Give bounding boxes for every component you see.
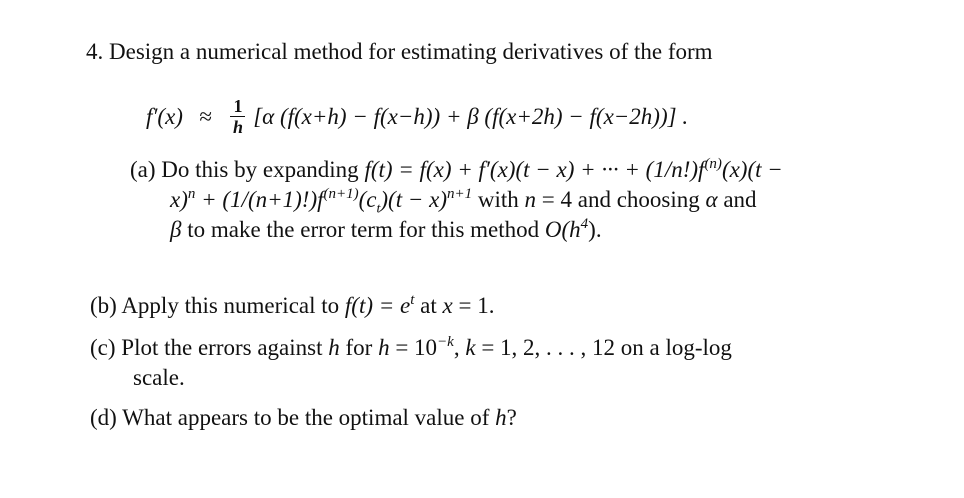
part-a-text-2a: with [477, 187, 519, 212]
part-a-sup-2a: n [187, 186, 196, 202]
part-a-math-1a: f(t) = f(x) + f′(x)(t − x) + ··· + (1/n!)f [364, 157, 705, 182]
part-b-label: (b) [90, 293, 117, 318]
part-c-text-4: , [453, 335, 460, 360]
part-d-math: h [495, 405, 507, 430]
problem-statement-line [86, 38, 713, 66]
part-a-label: (a) [130, 157, 156, 182]
part-c-text: Plot the errors against [121, 335, 323, 360]
part-b-text: Apply this numerical to [121, 293, 340, 318]
part-a-alpha: α [705, 187, 718, 212]
part-a-math-2b: + (1/(n+1)!)f [195, 187, 324, 212]
part-a-sub-2: t [376, 201, 381, 217]
formula-line [146, 98, 688, 139]
part-c-math-k: k [465, 335, 476, 360]
part-c-text-3: = 10 [395, 335, 438, 360]
problem-number: 4. [86, 39, 104, 64]
part-b-sup: t [410, 292, 415, 308]
part-b-line [90, 292, 494, 320]
part-b-math-2: x [442, 293, 453, 318]
part-a-math-2a: x) [170, 187, 188, 212]
part-a-sup-2c: n+1 [447, 186, 473, 202]
part-a-text-2c: and [723, 187, 757, 212]
part-a-text-3: to make the error term for this method [187, 217, 540, 242]
part-c-line-1 [90, 334, 732, 362]
part-c-text-line2: scale. [133, 365, 185, 390]
fraction-numerator: 1 [230, 96, 245, 117]
part-a-math-3: O(h [544, 217, 581, 242]
part-a-text-1: Do this by expanding [161, 157, 359, 182]
part-b-text-3: = 1. [458, 293, 495, 318]
part-b-math: f(t) = e [344, 293, 411, 318]
part-a-math-2d: )(t − x) [380, 187, 447, 212]
part-b-text-2: at [420, 293, 437, 318]
part-a-sup-2b: (n+1) [323, 186, 359, 202]
part-a-line-3 [170, 216, 602, 244]
fraction-denominator: h [232, 117, 243, 137]
problem-statement: Design a numerical method for estimating derivatives of the form [109, 39, 713, 64]
part-a-math-2e: n [524, 187, 537, 212]
part-a-text-2b: = 4 and choosing [541, 187, 700, 212]
formula-lhs: f′(x) [146, 103, 183, 129]
part-a-sup-3: 4 [580, 216, 589, 232]
part-a-line-1 [130, 156, 783, 184]
part-a-sup-1: (n) [704, 156, 722, 172]
formula-approx: ≈ [199, 103, 213, 129]
part-a-end-3: ). [588, 217, 602, 242]
part-c-label: (c) [90, 335, 116, 360]
part-a-math-2c: (c [358, 187, 377, 212]
part-c-text-5: = 1, 2, . . . , 12 on a log-log [481, 335, 732, 360]
part-a-math-1b: (x)(t − [721, 157, 783, 182]
formula-fraction [230, 96, 245, 137]
part-a-beta: β [170, 217, 182, 242]
part-c-sup: −k [437, 334, 454, 350]
formula-rhs: [α (f(x+h) − f(x−h)) + β (f(x+2h) − f(x−2h))] . [253, 103, 689, 129]
part-c-math-h: h [328, 335, 340, 360]
part-d-label: (d) [90, 405, 117, 430]
part-c-text-2: for [345, 335, 373, 360]
part-d-end: ? [506, 405, 517, 430]
part-d-line [90, 404, 517, 432]
part-c-line-2 [133, 364, 185, 392]
part-c-math-h2: h [378, 335, 390, 360]
part-d-text: What appears to be the optimal value of [122, 405, 490, 430]
